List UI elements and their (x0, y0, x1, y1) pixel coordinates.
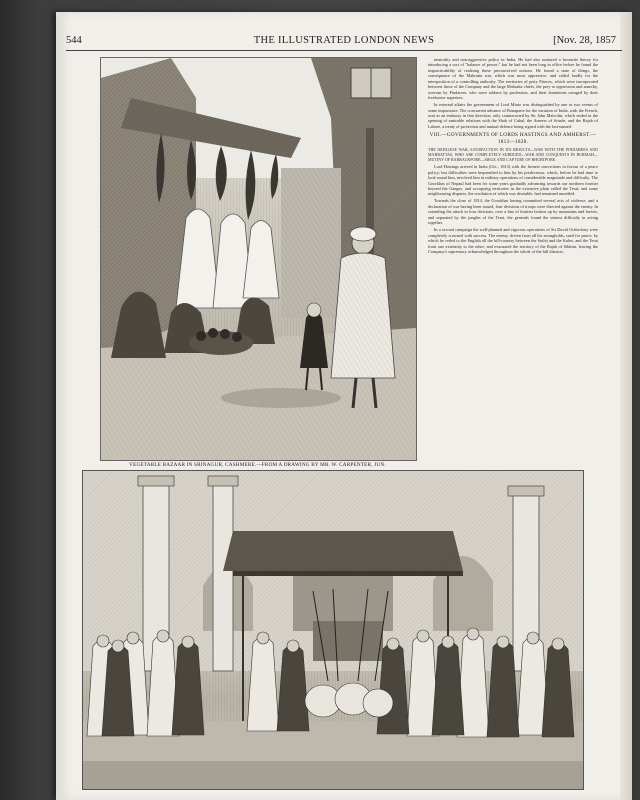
vegetable-bazaar-engraving (100, 57, 417, 461)
page-edge (620, 12, 632, 800)
article-paragraph: neutrality and non-aggressive policy in India. He had also nurtured a favourite theory for introducing a sort of "balance of power;" but he had not been long in office before he found the impracticability of realising these preconceived notions. He found a state of things, the consequence of the Mahratta war, which was most oppressive, and called loudly for the interposition of a controlling authority. The territories of petty Princes, which were incorporated between those of the Company and the large Mahratta chiefs, the prey to oppression and anarchy, overrun by Pindarees, who were robbers by profession, and their dominions ravaged by their freebooter superiors. (428, 57, 598, 101)
bazaar-scene (101, 58, 416, 460)
article-paragraph: In external affairs the government of Lord Minto was distinguished by one or two events of some importance. The concurrent advance of Bonaparte for the invasion of India, with the French, sent as an embassy in that direction, only counteracted by Sir John Malcolm, which ended in the opening of amicable relations with the Shah of Cabul, the Ameers of Scinde, and the Rajah of Lahore, a treaty of protection and mutual defence being signed with the last-named. (428, 102, 598, 129)
section-heading: VIII.—GOVERNMENTS OF LORDS HASTINGS AND AMHERST.—1813—1828. (429, 132, 597, 145)
durbar-engraving (82, 470, 584, 790)
article-paragraph: In a second campaign the well-planned and vigorous operations of Sir David Ochterlony were completely crowned with success. The enemy, driven from all his strongholds, sued for peace; by which he ceded to the English all the hill-country between the Sutlej and the Kalee, and the Terai from one extremity to the other; and evacuated the territory of the Rajah of Sikkim, leaving the Company's supremacy acknowledged throughout the whole of the hill districts. (428, 227, 598, 254)
durbar-scene (83, 471, 583, 789)
running-head (66, 35, 622, 49)
section-argument: THE NEPALESE WAR; SATISFACTION IN ITS RESULTS—WAR WITH THE PINDAREES AND MAHRATTAS, WHO ARE COMPLETELY SUBDUED—WAR AND CONQUESTS IN BURMAH—MUTINY OF BARRACKPORE—SIEGE AND CAPTURE OF BHURTPORE. (428, 147, 598, 163)
article-paragraph: Lord Hastings arrived in India (Oct., 1813) with the firmest convictions in favour of a peace policy; but difficulties were bequeathed to him by his predecessor, which, before he had time to look round him, involved him in military operations of considerable magnitude and difficulty. The Goorkhas of Nepaul had been for some years gradually advancing towards our northern frontier beyond the Ganges, and occupying territories in the extensive plain called the Terai; and some neighbouring disputes, the resolution of which was desirable, had remained unsettled. (428, 164, 598, 197)
page-number: 544 (66, 35, 82, 46)
article-paragraph: Towards the close of 1814, the Goorkhas having committed several acts of violence, and a declaration of war having been issued, four divisions of troops were directed against the enemy. In extending the attack in four divisions, over a line of frontier broken up by mountains and forests, and separated by the jungles of the Terai, the generals found the utmost difficulty in acting together. (428, 198, 598, 226)
header-rule (66, 50, 622, 51)
publication-title: THE ILLUSTRATED LONDON NEWS (253, 35, 435, 46)
issue-date: [Nov. 28, 1857 (553, 35, 616, 46)
article-column (428, 57, 598, 467)
top-illustration-caption: VEGETABLE BAZAAR IN SRINAGUR, CASHMERE.—FROM A DRAWING BY MR. W. CARPENTER, JUN. (129, 462, 386, 468)
